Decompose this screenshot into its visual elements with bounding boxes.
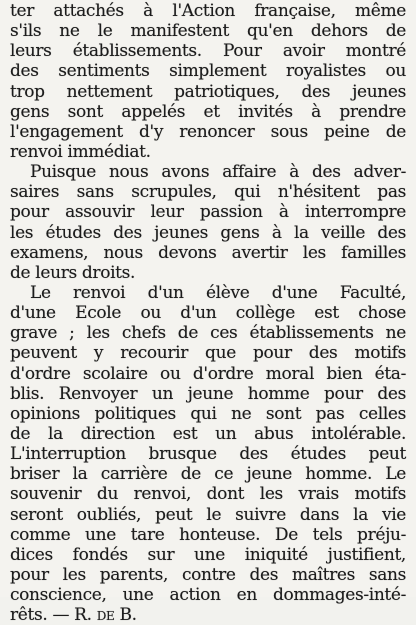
text-line: leurs établissements. Pour avoir montré — [10, 41, 406, 62]
text-line: d'ordre scolaire ou d'ordre moral bien éta- — [10, 363, 406, 384]
text-line: Puisque nous avons affaire à des adver- — [30, 162, 406, 183]
paragraph — [10, 162, 406, 283]
text-line: ter attachés à l'Action française, même — [10, 1, 406, 21]
text-line: peuvent y recourir que pour des motifs — [10, 343, 406, 364]
text-line: des sentiments simplement royalistes ou — [10, 61, 406, 82]
signature-particle: de — [96, 605, 115, 625]
text-line: les études des jeunes gens à la veille des — [10, 222, 406, 243]
text-line: de leurs droits. — [10, 262, 136, 283]
text-line: renvoi immédiat. — [10, 141, 151, 162]
paragraph — [10, 283, 406, 605]
text-line: l'engagement d'y renoncer sous peine de — [10, 121, 406, 142]
text-line: de la direction est un abus intolérable. — [10, 423, 406, 444]
text-line: pour assouvir leur passion à interrompre — [10, 202, 406, 223]
text-line: saires sans scrupules, qui n'hésitent pas — [10, 182, 406, 203]
text-line: conscience, une action en dommages-inté- — [10, 585, 406, 606]
text-line: seront oubliés, peut le suivre dans la vie — [10, 504, 406, 525]
text-line: examens, nous devons avertir les familles — [10, 242, 406, 263]
text-line: pour les parents, contre des maîtres sans — [10, 564, 406, 585]
text-line: trop nettement patriotiques, des jeunes — [10, 81, 406, 102]
text-line: comme une tare honteuse. De tels préju- — [10, 524, 406, 545]
text-line: s'ils ne le manifestent qu'en dehors de — [10, 21, 406, 42]
text-line: gens sont appelés et invités à prendre — [10, 101, 406, 122]
text-line: blis. Renvoyer un jeune homme pour des — [10, 383, 406, 404]
text-line: L'interruption brusque des études peut — [10, 444, 406, 465]
closing-text: rêts. — R. — [10, 605, 97, 625]
text-line: opinions politiques qui ne sont pas celles — [10, 403, 406, 424]
article-body — [10, 1, 406, 605]
text-line: d'une Ecole ou d'un collège est chose — [10, 303, 406, 324]
paragraph — [10, 1, 406, 162]
text-line: dices fondés sur une iniquité justifient, — [10, 544, 406, 565]
text-line: grave ; les chefs de ces établissements ne — [10, 323, 406, 344]
closing-line — [10, 605, 406, 625]
signature-end: B. — [114, 605, 137, 625]
text-line: Le renvoi d'un élève d'une Faculté, — [30, 282, 406, 303]
text-line: souvenir du renvoi, dont les vrais motifs — [10, 484, 406, 505]
text-line: briser la carrière de ce jeune homme. Le — [10, 464, 406, 485]
